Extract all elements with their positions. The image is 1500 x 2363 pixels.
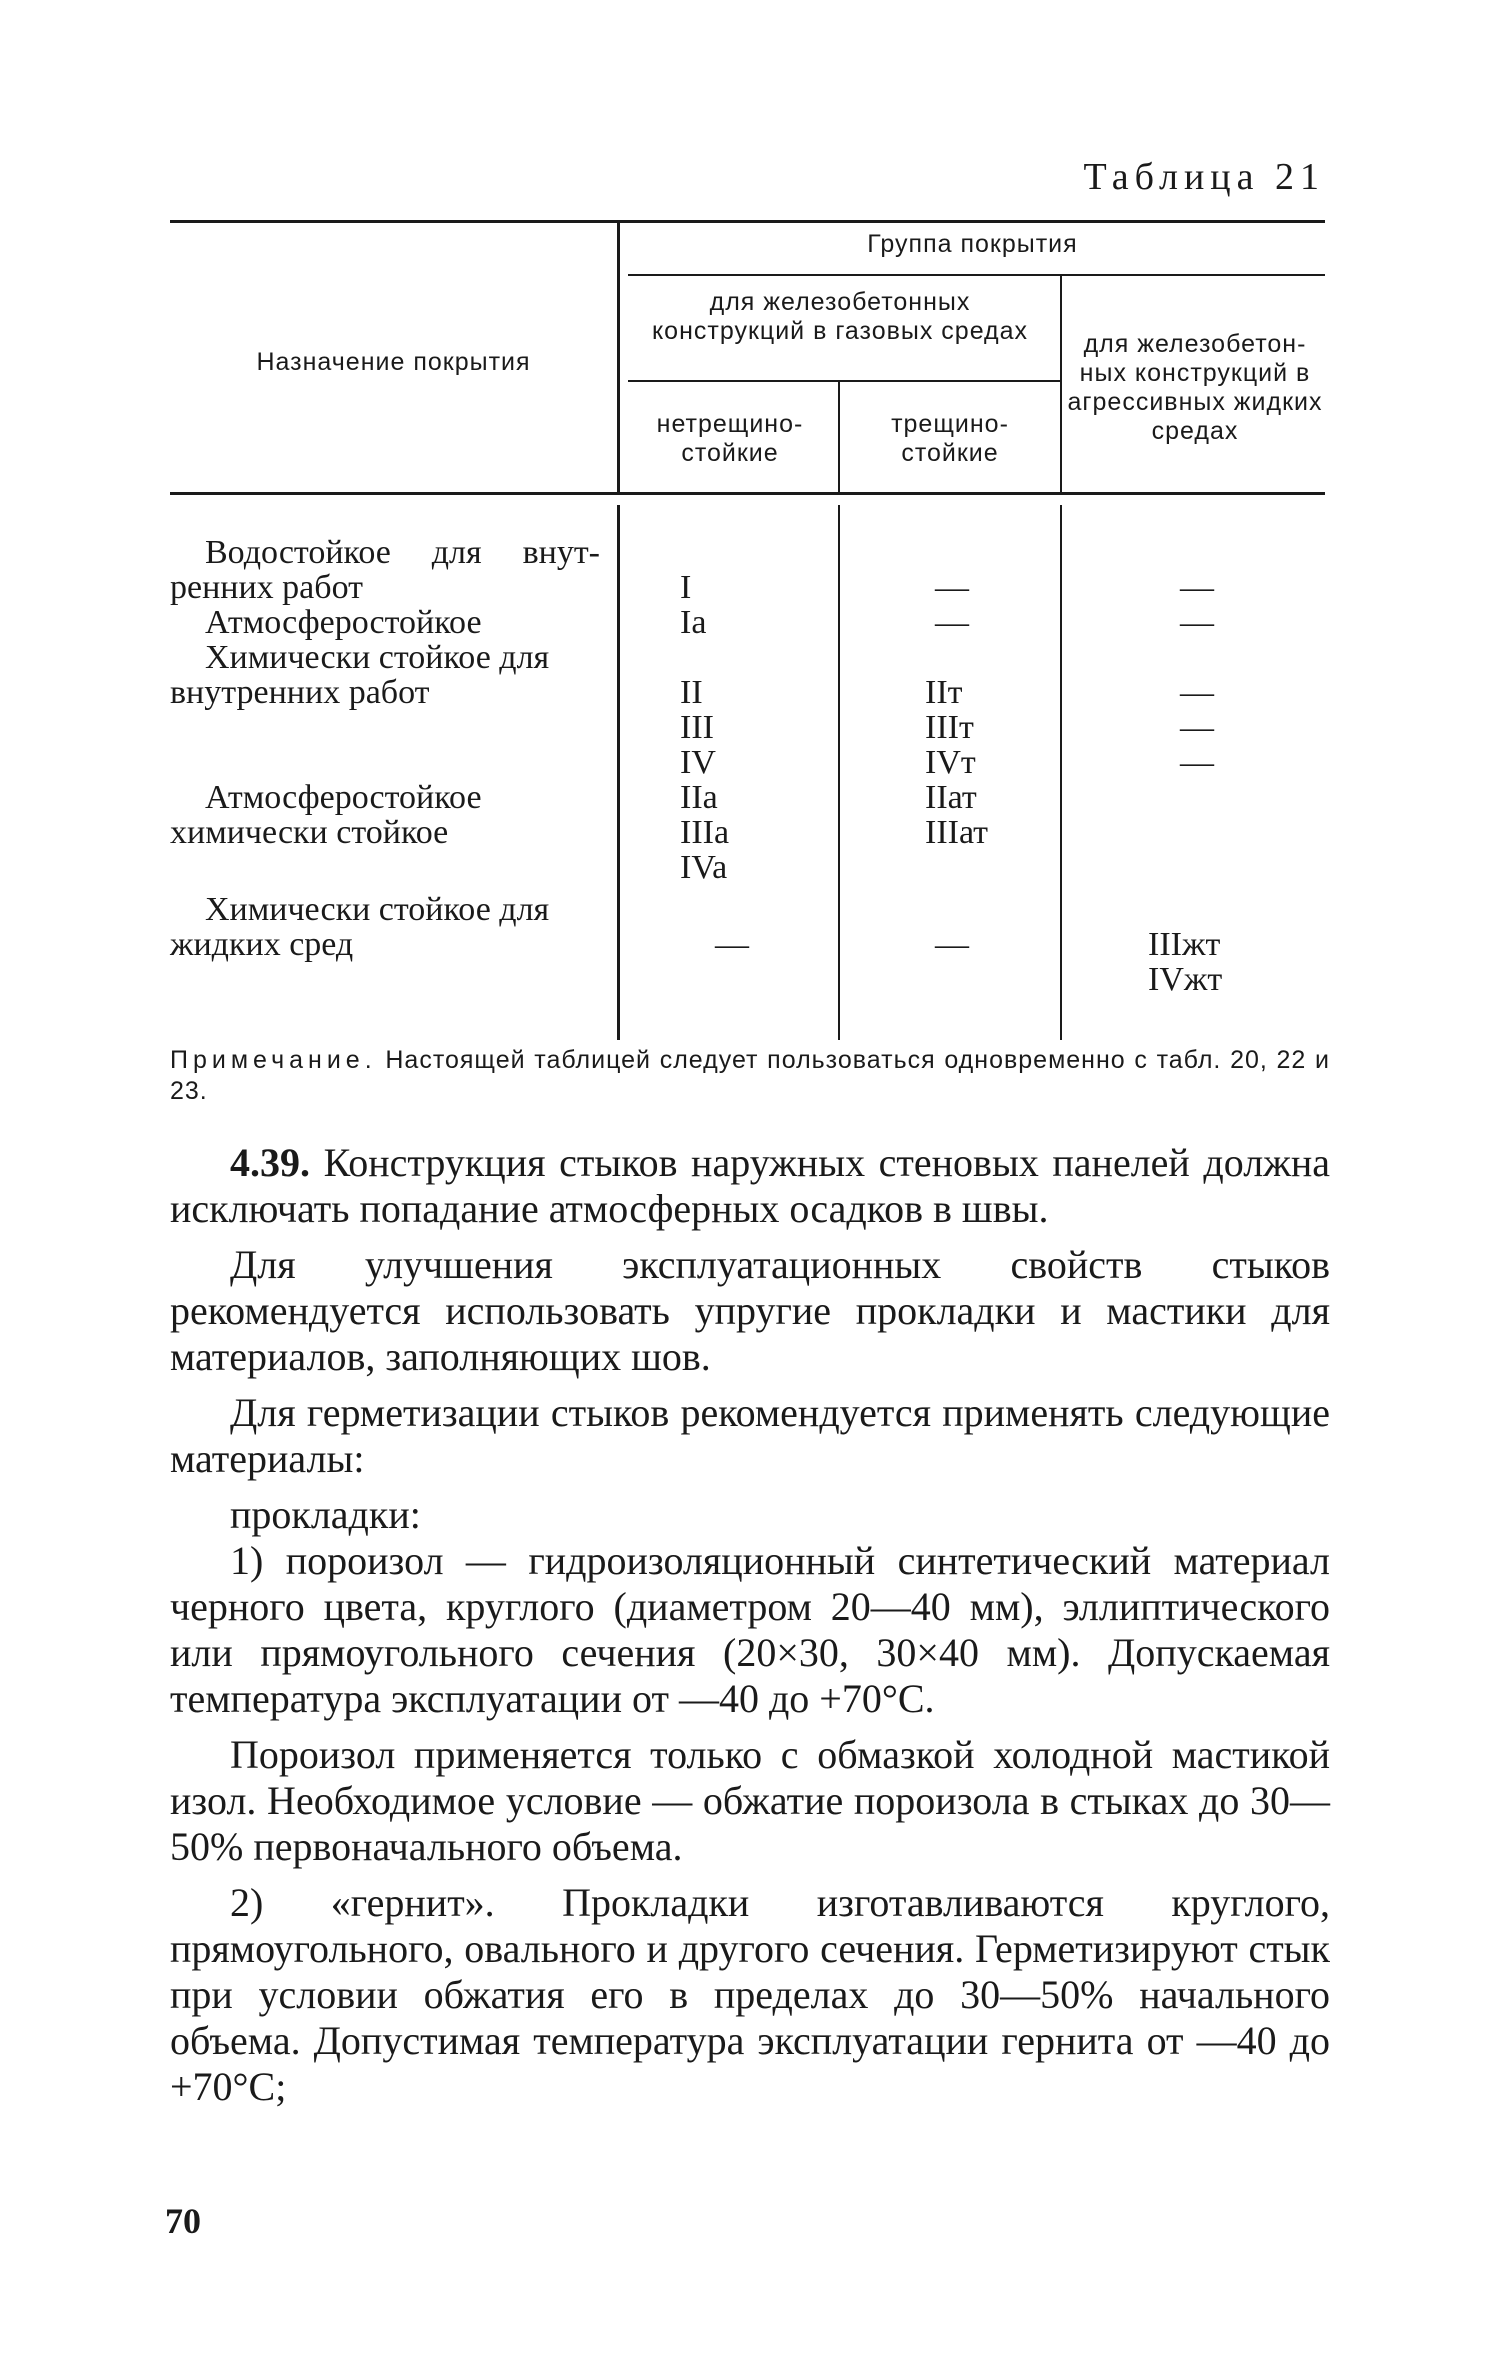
header-group: Группа покрытия bbox=[867, 230, 1078, 258]
paragraph-7: 2) «гернит». Прокладки изготавливаются круглого, прямоугольного, овального и другого сечения. Герметизируют стык при условии обжатия его в пределах до 30—50% начального объема. Допустимая температура эксплуатации гернита от —40 до +70°С; bbox=[170, 1880, 1330, 2109]
section-number: 4.39. bbox=[230, 1140, 310, 1185]
table-note bbox=[170, 1045, 1330, 1107]
cell-r3b-a: III bbox=[680, 709, 714, 746]
coating-table bbox=[170, 220, 1325, 1040]
cell-r3c-c: — bbox=[1180, 744, 1214, 781]
cell-r4b-a: IIIa bbox=[680, 814, 730, 851]
header-vline-3 bbox=[1060, 276, 1062, 495]
row-purpose-2: Атмосферостойкое bbox=[205, 604, 482, 641]
header-vline-1 bbox=[617, 220, 620, 495]
header-purpose: Назначение покрытия bbox=[256, 348, 531, 376]
header-vline-2 bbox=[838, 380, 840, 495]
cell-r1-c: — bbox=[1180, 569, 1214, 606]
cell-r4b-b: IIIат bbox=[925, 814, 989, 851]
header-liquid: для железобетон-ных конструкций в агрессивных жидких средах bbox=[1067, 330, 1323, 445]
row-purpose-3: Химически стойкое для внутренних работ bbox=[170, 639, 550, 711]
cell-r3a-a: II bbox=[680, 674, 703, 711]
cell-r5-a: — bbox=[715, 926, 749, 963]
paragraph-4-39 bbox=[170, 1140, 1330, 1232]
table-top-rule bbox=[170, 220, 1325, 223]
cell-r5-c2: IVжт bbox=[1148, 961, 1223, 998]
cell-r3c-b: IVт bbox=[925, 744, 976, 781]
paragraph-2: Для улучшения эксплуатационных свойств стыков рекомендуется использовать упругие прокладки и мастики для материалов, заполняющих шов. bbox=[170, 1242, 1330, 1379]
paragraph-1-text: Конструкция стыков наружных стеновых панелей должна исключать попадание атмосферных осадков в швы. bbox=[170, 1140, 1330, 1231]
cell-r3c-a: IV bbox=[680, 744, 716, 781]
cell-r5-c1: IIIжт bbox=[1148, 926, 1221, 963]
cell-r2-b: — bbox=[935, 604, 969, 641]
note-label: Примечание. bbox=[170, 1046, 377, 1074]
cell-r4a-a: IIa bbox=[680, 779, 718, 816]
body-vline-1 bbox=[617, 505, 620, 1040]
row-purpose-1: Водостойкое для внут-ренних работ bbox=[170, 534, 600, 606]
header-noncrack: нетрещино-стойкие bbox=[656, 410, 804, 467]
cell-r4a-b: IIат bbox=[925, 779, 977, 816]
cell-r3b-c: — bbox=[1180, 709, 1214, 746]
cell-r2-c: — bbox=[1180, 604, 1214, 641]
cell-r2-a: Ia bbox=[680, 604, 707, 641]
cell-r3a-b: IIт bbox=[925, 674, 963, 711]
header-bottom-rule bbox=[170, 492, 1325, 495]
cell-r1-b: — bbox=[935, 569, 969, 606]
cell-r5-b: — bbox=[935, 926, 969, 963]
cell-r4c-a: IVa bbox=[680, 849, 728, 886]
body-vline-3 bbox=[1060, 505, 1062, 1040]
paragraph-5: 1) пороизол — гидроизоляционный синтетический материал черного цвета, круглого (диаметром 20—40 мм), эллиптического или прямоугольного сечения (20×30, 30×40 мм). Допускаемая температура эксплуатации от —40 до +70°С. bbox=[170, 1538, 1330, 1721]
paragraph-3: Для герметизации стыков рекомендуется применять следующие материалы: bbox=[170, 1390, 1330, 1481]
cell-r1-a: I bbox=[680, 569, 692, 606]
cell-r3b-b: IIIт bbox=[925, 709, 974, 746]
paragraph-4: прокладки: bbox=[230, 1492, 421, 1537]
group-header-rule bbox=[628, 274, 1325, 276]
header-gas: для железобетонных конструкций в газовых средах bbox=[651, 288, 1029, 345]
body-vline-2 bbox=[838, 505, 840, 1040]
row-purpose-5: Химически стойкое для жидких сред bbox=[170, 891, 550, 963]
paragraph-6: Пороизол применяется только с обмазкой холодной мастикой изол. Необходимое условие — обжатие пороизола в стыках до 30—50% первоначального объема. bbox=[170, 1732, 1330, 1869]
cell-r3a-c: — bbox=[1180, 674, 1214, 711]
table-caption: Таблица 21 bbox=[1083, 156, 1325, 198]
note-text: Настоящей таблицей следует пользоваться одновременно с табл. 20, 22 и 23. bbox=[170, 1046, 1330, 1105]
page-number: 70 bbox=[165, 2201, 201, 2241]
row-purpose-4: Атмосферостойкое химически стойкое bbox=[170, 779, 482, 851]
body-text bbox=[170, 1140, 1330, 2120]
header-crack: трещино-стойкие bbox=[891, 410, 1009, 467]
gas-header-rule bbox=[628, 380, 1060, 382]
